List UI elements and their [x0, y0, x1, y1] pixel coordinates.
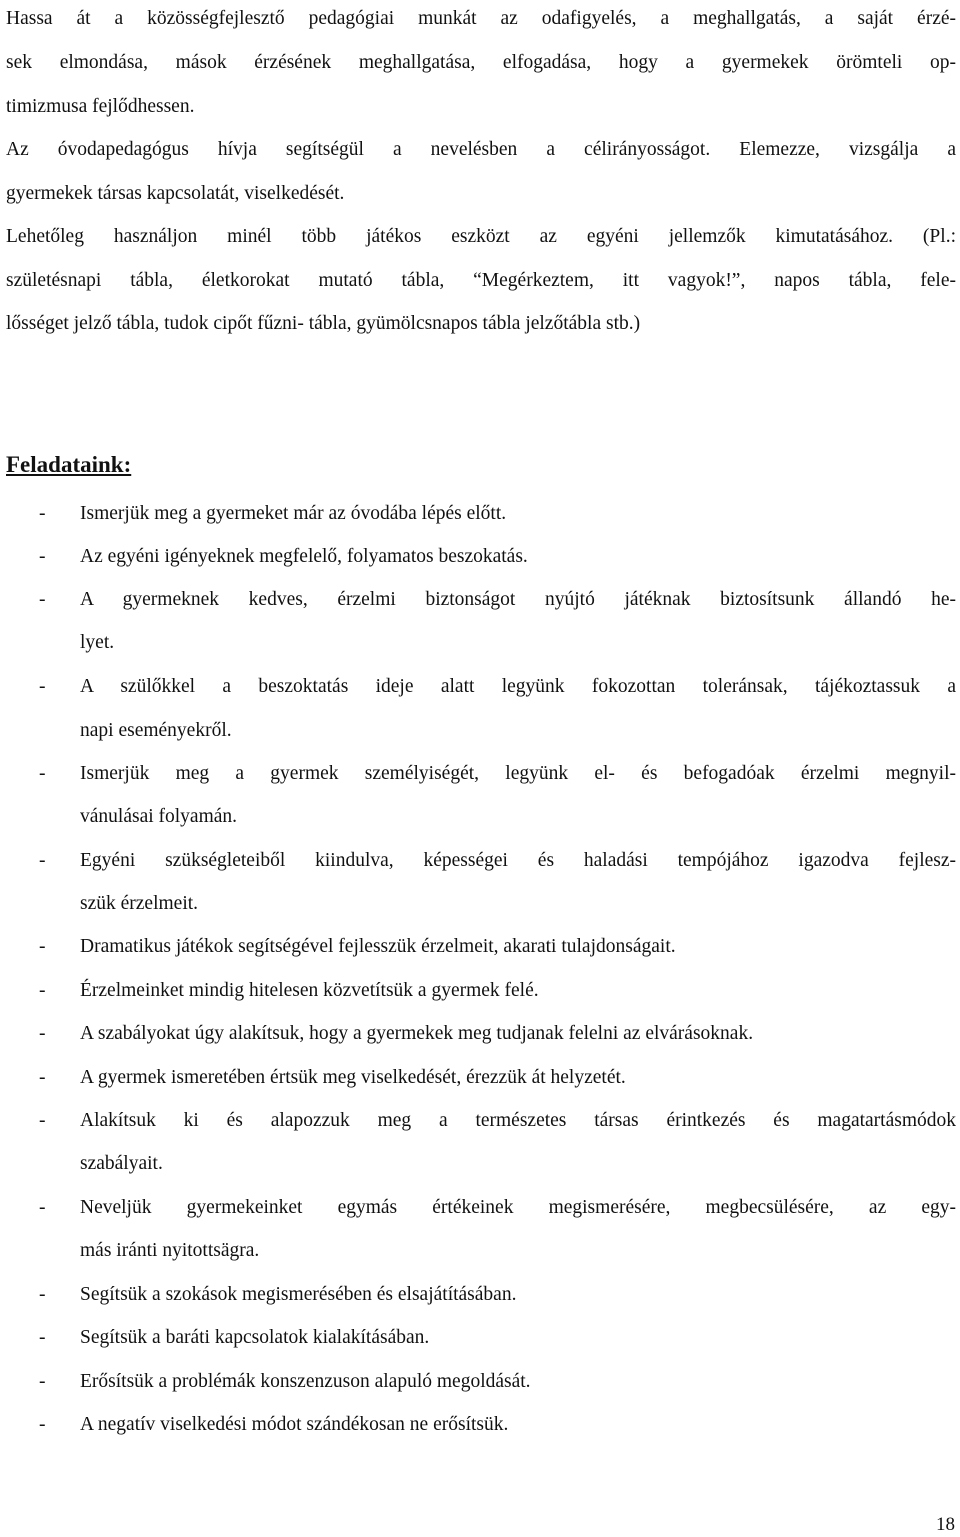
list-dash: - [39, 676, 46, 697]
list-dash: - [39, 980, 46, 1001]
list-dash: - [39, 1023, 46, 1044]
document-page [6, 0, 956, 1537]
intro-line: gyermekek társas kapcsolatát, viselkedését. [6, 183, 345, 204]
list-dash: - [39, 850, 46, 871]
section-heading: Feladataink: [6, 452, 132, 477]
intro-line: sek elmondása, mások érzésének meghallgatása, elfogadása, hogy a gyermekek örömteli op- [6, 52, 956, 73]
list-item-text: Érzelmeinket mindig hitelesen közvetítsük a gyermek felé. [80, 980, 539, 1001]
list-dash: - [39, 503, 46, 524]
list-item-text: napi eseményekről. [80, 720, 232, 741]
list-dash: - [39, 1414, 46, 1435]
list-dash: - [39, 1067, 46, 1088]
list-item-text: Dramatikus játékok segítségével fejlesszük érzelmeit, akarati tulajdonságait. [80, 936, 676, 957]
list-item-text: más iránti nyitottsägra. [80, 1240, 260, 1261]
intro-line: Az óvodapedagógus hívja segítségül a nevelésben a célirányosságot. Elemezze, vizsgálja a [6, 139, 956, 160]
list-dash: - [39, 589, 46, 610]
list-item-text: Az egyéni igényeknek megfelelő, folyamatos beszokatás. [80, 546, 528, 567]
list-item-text: A gyermeknek kedves, érzelmi biztonságot nyújtó játéknak biztosítsunk állandó he- [80, 589, 956, 610]
list-dash: - [39, 1197, 46, 1218]
list-item-text: Egyéni szükségleteiből kiindulva, képességei és haladási tempójához igazodva fejlesz- [80, 850, 956, 871]
list-item-text: szük érzelmeit. [80, 893, 199, 914]
list-item-text: Ismerjük meg a gyermeket már az óvodába lépés előtt. [80, 503, 507, 524]
list-item-text: A szülőkkel a beszoktatás ideje alatt legyünk fokozottan toleránsak, tájékoztassuk a [80, 676, 956, 697]
list-dash: - [39, 546, 46, 567]
list-item-text: lyet. [80, 632, 115, 653]
intro-line: lősséget jelző tábla, tudok cipőt fűzni- tábla, gyümölcsnapos tábla jelzőtábla stb.) [6, 313, 641, 334]
list-dash: - [39, 936, 46, 957]
list-dash: - [39, 763, 46, 784]
list-dash: - [39, 1110, 46, 1131]
list-item-text: Neveljük gyermekeinket egymás értékeinek megismerésére, megbecsülésére, az egy- [80, 1197, 956, 1218]
page-number: 18 [936, 1514, 955, 1535]
list-dash: - [39, 1284, 46, 1305]
list-dash: - [39, 1371, 46, 1392]
list-item-text: Alakítsuk ki és alapozzuk meg a természetes társas érintkezés és magatartásmódok [80, 1110, 956, 1131]
list-item-text: A gyermek ismeretében értsük meg viselkedését, érezzük át helyzetét. [80, 1067, 626, 1088]
list-item-text: szabályait. [80, 1153, 163, 1174]
list-item-text: Segítsük a szokások megismerésében és elsajátításában. [80, 1284, 517, 1305]
list-item-text: vánulásai folyamán. [80, 806, 238, 827]
intro-line: Lehetőleg használjon minél több játékos eszközt az egyéni jellemzők kimutatásához. (Pl.: [6, 226, 956, 247]
list-item-text: Segítsük a baráti kapcsolatok kialakításában. [80, 1327, 430, 1348]
list-item-text: Ismerjük meg a gyermek személyiségét, legyünk el- és befogadóak érzelmi megnyil- [80, 763, 956, 784]
list-dash: - [39, 1327, 46, 1348]
intro-line: születésnapi tábla, életkorokat mutató tábla, “Megérkeztem, itt vagyok!”, napos tábla, fele- [6, 270, 956, 291]
list-item-text: Erősítsük a problémák konszenzuson alapuló megoldását. [80, 1371, 531, 1392]
list-item-text: A szabályokat úgy alakítsuk, hogy a gyermekek meg tudjanak felelni az elvárásoknak. [80, 1023, 754, 1044]
intro-line: Hassa át a közösségfejlesztő pedagógiai munkát az odafigyelés, a meghallgatás, a saját érzé- [6, 8, 956, 29]
intro-line: timizmusa fejlődhessen. [6, 96, 195, 117]
list-item-text: A negatív viselkedési módot szándékosan ne erősítsük. [80, 1414, 509, 1435]
